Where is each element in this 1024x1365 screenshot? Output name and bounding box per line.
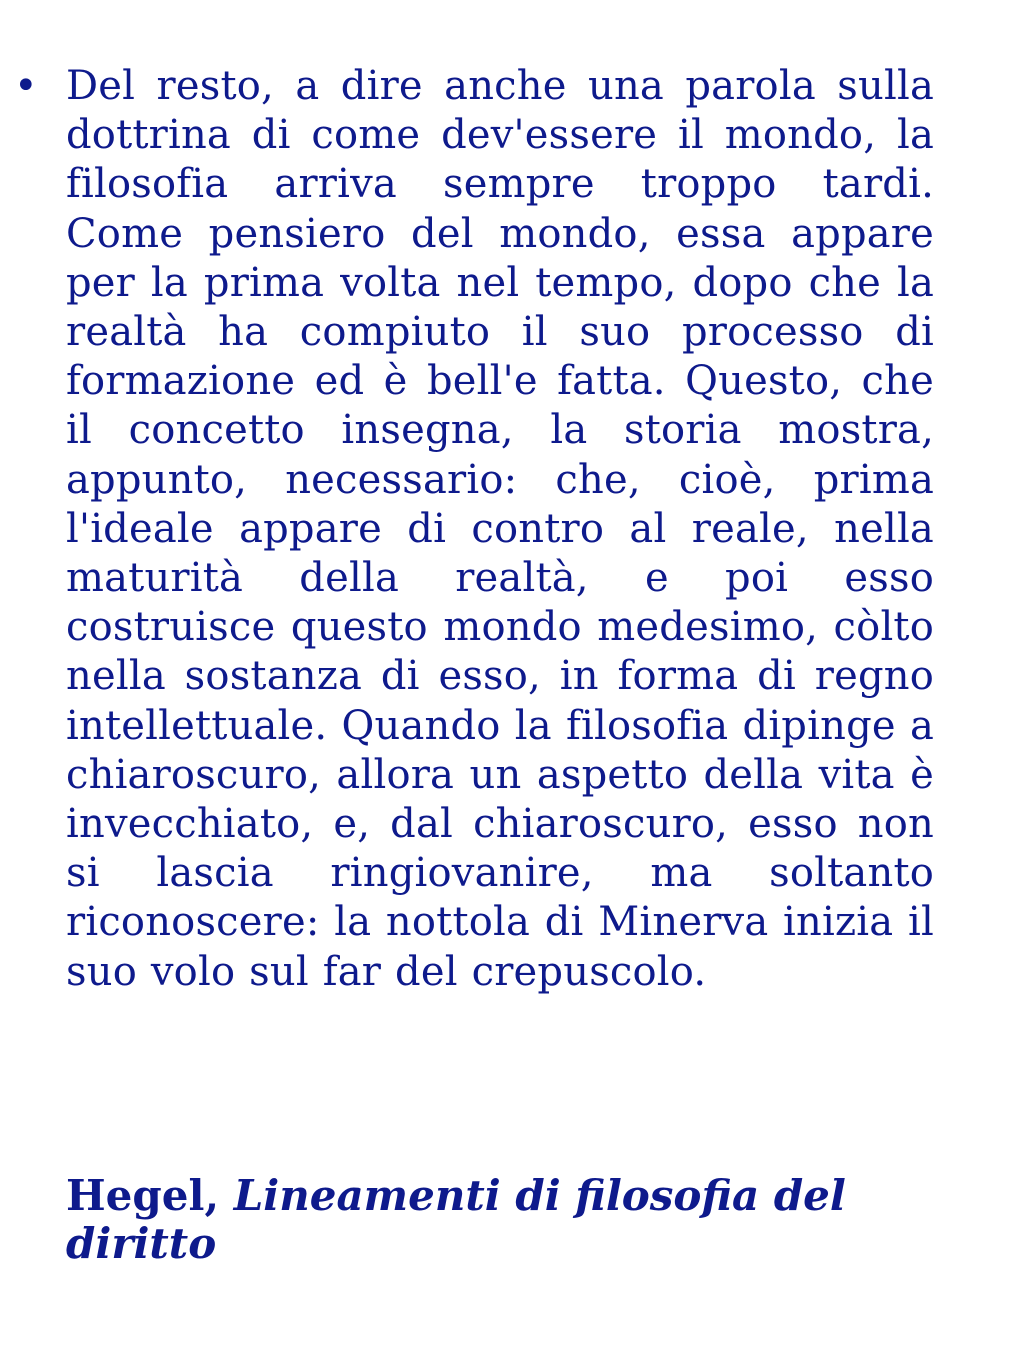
bullet-icon: • — [14, 63, 38, 109]
citation-author: Hegel, — [66, 1171, 220, 1220]
citation — [66, 1172, 946, 1268]
quote-text: Del resto, a dire anche una parola sulla dottrina di come dev'essere il mondo, la filosofia arriva sempre troppo tardi. Come pensiero del mondo, essa appare per la prima volta nel tempo, dopo che la realtà ha compiuto il suo processo di formazione ed è bell'e fatta. Questo, che il concetto insegna, la storia mostra, appunto, necessario: che, cioè, prima l'ideale appare di contro al reale, nella maturità della realtà, e poi esso costruisce questo mondo medesimo, còlto nella sostanza di esso, in forma di regno intellettuale. Quando la filosofia dipinge a chiaroscuro, allora un aspetto della vita è invecchiato, e, dal chiaroscuro, esso non si lascia ringiovanire, ma soltanto riconoscere: la nottola di Minerva inizia il suo volo sul far del crepuscolo. — [66, 63, 934, 995]
citation-work-title: Lineamenti di filosofia del diritto — [66, 1171, 846, 1268]
